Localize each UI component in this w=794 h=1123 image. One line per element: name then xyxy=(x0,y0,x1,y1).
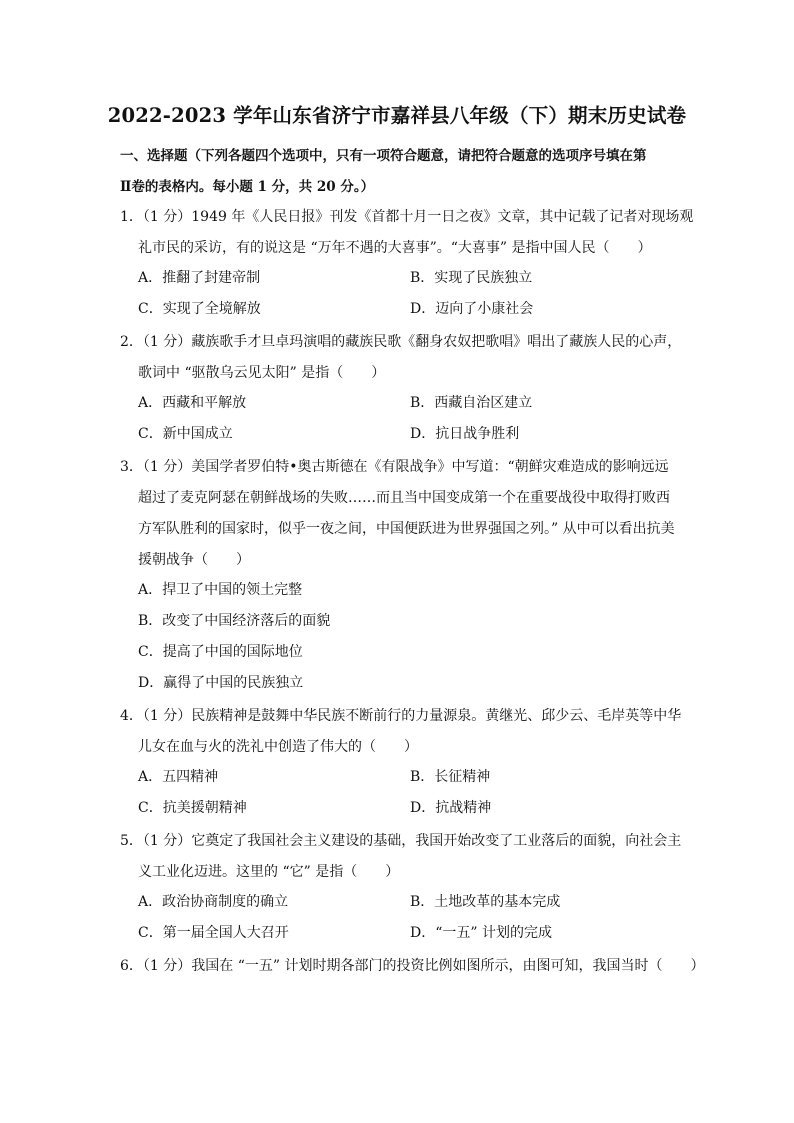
question-4-line-2: 儿女在血与火的洗礼中创造了伟大的（ ） xyxy=(138,739,418,755)
question-3-line-4: 援朝战争（ ） xyxy=(138,552,250,568)
question-3-line-3: 方军队胜利的国家时，似乎一夜之间，中国便跃进为世界强国之列。” 从中可以看出抗美 xyxy=(138,521,675,537)
question-3-option-d: D．赢得了中国的民族独立 xyxy=(138,675,304,691)
question-3-option-b: B．改变了中国经济落后的面貌 xyxy=(138,613,331,629)
question-6-line-1: 6．（1 分）我国在 “一五” 计划时期各部门的投资比例如图所示，由图可知，我国当时（ ） xyxy=(120,958,705,974)
question-2-line-2: 歌词中 “驱散乌云见太阳” 是指（ ） xyxy=(138,365,386,381)
question-4-option-a: A．五四精神 xyxy=(138,769,219,785)
question-5-line-2: 义工业化迈进。这里的 “它” 是指（ ） xyxy=(138,864,400,880)
question-1-line-1: 1．（1 分）1949 年《人民日报》刊发《首都十月一日之夜》文章，其中记载了记者对现场观 xyxy=(120,209,694,225)
question-6 xyxy=(120,951,705,982)
question-1-option-d: D．迈向了小康社会 xyxy=(410,301,534,317)
question-5-line-1: 5．（1 分）它奠定了我国社会主义建设的基础，我国开始改变了工业落后的面貌，向社会主 xyxy=(120,833,682,849)
question-4-option-d: D．抗战精神 xyxy=(410,800,492,816)
question-2 xyxy=(120,327,685,389)
question-1-option-b: B．实现了民族独立 xyxy=(410,270,533,286)
question-4-line-1: 4．（1 分）民族精神是鼓舞中华民族不断前行的力量源泉。黄继光、邱少云、毛岸英等中华 xyxy=(120,708,682,724)
question-1-option-c: C．实现了全境解放 xyxy=(138,301,261,317)
question-2-option-d: D．抗日战争胜利 xyxy=(410,426,520,442)
question-5-option-b: B．土地改革的基本完成 xyxy=(410,894,561,910)
question-1 xyxy=(120,202,694,264)
question-2-line-1: 2．（1 分）藏族歌手才旦卓玛演唱的藏族民歌《翻身农奴把歌唱》唱出了藏族人民的心声， xyxy=(120,334,682,350)
question-3-line-1: 3．（1 分）美国学者罗伯特•奥古斯德在《有限战争》中写道：“朝鲜灾难造成的影响远远 xyxy=(120,459,669,475)
section-heading-line-1: 一、选择题（下列各题四个选项中，只有一项符合题意，请把符合题意的选项序号填在第 xyxy=(120,148,647,164)
question-3-line-2: 超过了麦克阿瑟在朝鲜战场的失败……而且当中国变成第一个在重要战役中取得打败西 xyxy=(138,490,670,506)
question-2-option-a: A．西藏和平解放 xyxy=(138,395,247,411)
section-heading-line-2: Ⅱ卷的表格内。每小题 1 分，共 20 分。） xyxy=(120,179,375,195)
question-4 xyxy=(120,701,685,763)
question-1-option-a: A．推翻了封建帝制 xyxy=(138,270,261,286)
question-4-option-b: B．长征精神 xyxy=(410,769,491,785)
question-2-option-c: C．新中国成立 xyxy=(138,426,233,442)
question-3 xyxy=(120,452,685,576)
question-3-option-c: C．提高了中国的国际地位 xyxy=(138,644,303,660)
question-5-option-d: D．“一五” 计划的完成 xyxy=(410,925,552,941)
question-5-option-c: C．第一届全国人大召开 xyxy=(138,925,289,941)
question-5 xyxy=(120,826,685,888)
question-5-option-a: A．政治协商制度的确立 xyxy=(138,894,289,910)
section-heading xyxy=(120,141,680,203)
page-title: 2022-2023 学年山东省济宁市嘉祥县八年级（下）期末历史试卷 xyxy=(107,104,687,127)
question-1-line-2: 礼市民的采访，有的说这是 “万年不遇的大喜事”。“大喜事” 是指中国人民（ ） xyxy=(138,240,652,256)
question-3-option-a: A．捍卫了中国的领土完整 xyxy=(138,582,303,598)
question-4-option-c: C．抗美援朝精神 xyxy=(138,800,247,816)
question-2-option-b: B．西藏自治区建立 xyxy=(410,395,533,411)
